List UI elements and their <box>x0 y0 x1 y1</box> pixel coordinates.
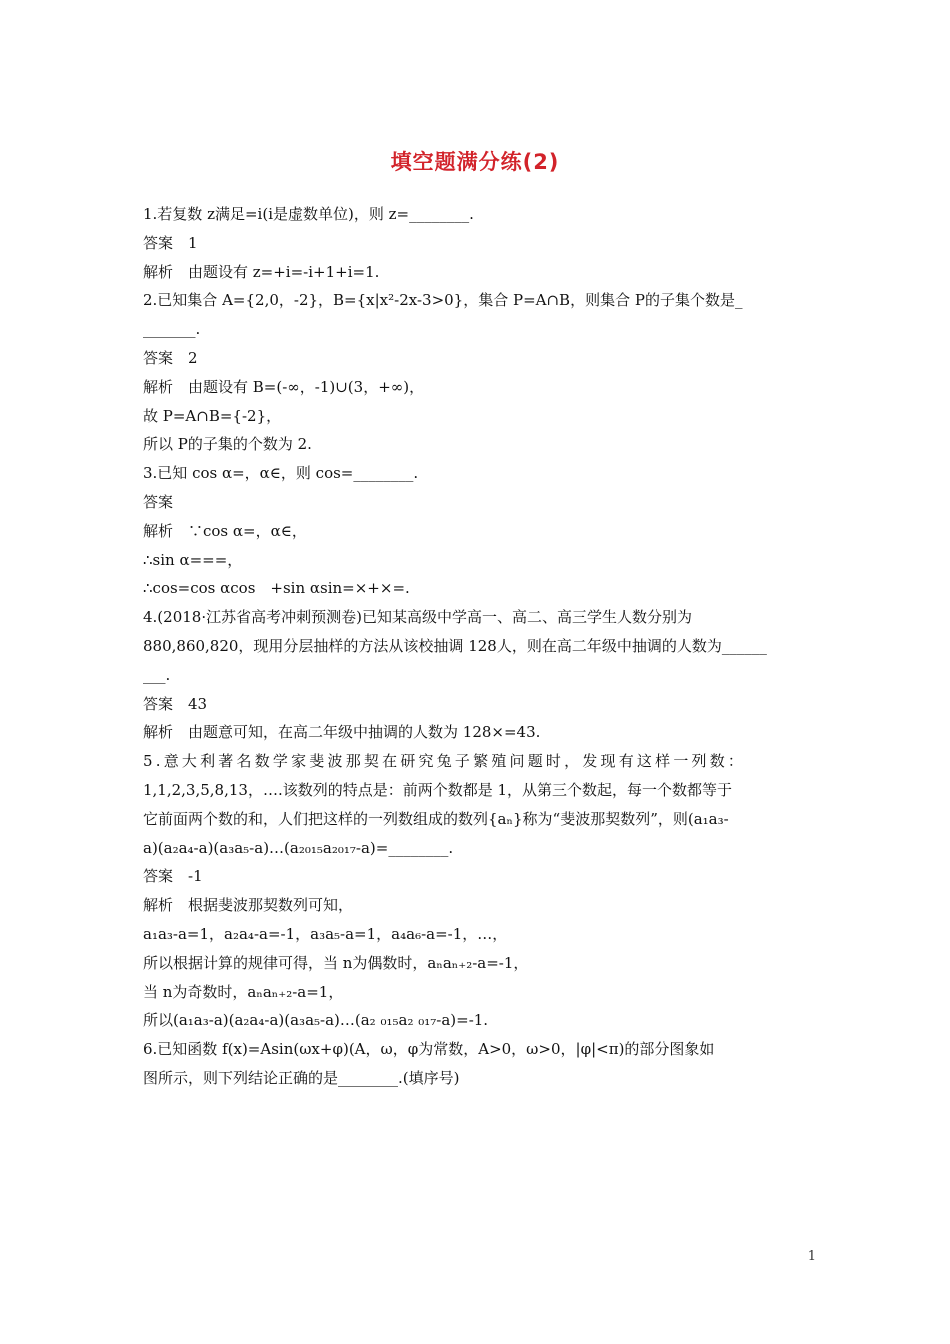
text-line: 1,1,2,3,5,8,13，….该数列的特点是：前两个数都是 1，从第三个数起，每一个数都等于 <box>143 780 733 799</box>
page-number: 1 <box>807 1249 816 1264</box>
text-line: 5.意大利著名数学家斐波那契在研究兔子繁殖问题时，发现有这样一列数： <box>143 752 747 771</box>
text-line: 答案 43 <box>143 694 208 713</box>
text-line: 答案 <box>143 492 174 511</box>
text-line: ∴cos=cos αcos +sin αsin=×+×=. <box>143 579 410 598</box>
text-line: 解析 ∵cos α=，α∈， <box>143 521 307 540</box>
text-line: 故 P=A∩B={-2}， <box>143 406 282 425</box>
text-line: 当 n为奇数时，aₙaₙ₊₂-a=1， <box>143 982 344 1001</box>
text-line: 880,860,820，现用分层抽样的方法从该校抽调 128人，则在高二年级中抽调的人数为______ <box>143 636 767 655</box>
text-line: 6.已知函数 f(x)=Asin(ωx+φ)(A，ω，φ为常数，A>0，ω>0，|φ|<π)的部分图象如 <box>143 1040 715 1059</box>
text-line: 所以(a₁a₃-a)(a₂a₄-a)(a₃a₅-a)…(a₂ ₀₁₅a₂ ₀₁₇-a)=-1. <box>143 1011 489 1030</box>
text-line: 答案 2 <box>143 348 198 367</box>
text-line: ___. <box>143 665 171 684</box>
text-line: 解析 由题意可知，在高二年级中抽调的人数为 128×=43. <box>143 723 541 742</box>
text-line: 图所示，则下列结论正确的是________.(填序号) <box>143 1068 460 1087</box>
page-title: 填空题满分练(2) <box>390 150 560 174</box>
text-line: 4.(2018·江苏省高考冲刺预测卷)已知某高级中学高一、高二、高三学生人数分别为 <box>143 608 692 627</box>
text-line: _______. <box>143 320 201 339</box>
text-line: a₁a₃-a=1，a₂a₄-a=-1，a₃a₅-a=1，a₄a₆-a=-1，…， <box>143 924 508 943</box>
text-line: 1.若复数 z满足=i(i是虚数单位)，则 z=________. <box>143 205 474 223</box>
text-line: 所以根据计算的规律可得，当 n为偶数时，aₙaₙ₊₂-a=-1， <box>143 953 529 972</box>
text-line: 它前面两个数的和，人们把这样的一列数组成的数列{aₙ}称为“斐波那契数列”，则(a₁a₃- <box>143 809 729 828</box>
text-line: 3.已知 cos α=，α∈，则 cos=________. <box>143 464 419 483</box>
text-line: 解析 根据斐波那契数列可知， <box>143 896 354 915</box>
text-line: a)(a₂a₄-a)(a₃a₅-a)…(a₂₀₁₅a₂₀₁₇-a)=________. <box>143 838 454 857</box>
text-line: 解析 由题设有 z=+i=-i+1+i=1. <box>143 262 380 281</box>
text-line: 2.已知集合 A={2,0，-2}，B={x|x²-2x-3>0}，集合 P=A∩B，则集合 P的子集个数是_ <box>143 291 743 310</box>
text-line: 解析 由题设有 B=(-∞，-1)∪(3，+∞)， <box>143 377 425 396</box>
text-line: 答案 -1 <box>143 867 203 886</box>
text-line: 所以 P的子集的个数为 2. <box>143 435 312 454</box>
question-content <box>143 200 811 1093</box>
text-line: 答案 1 <box>143 233 198 252</box>
text-line: ∴sin α===， <box>143 550 243 569</box>
